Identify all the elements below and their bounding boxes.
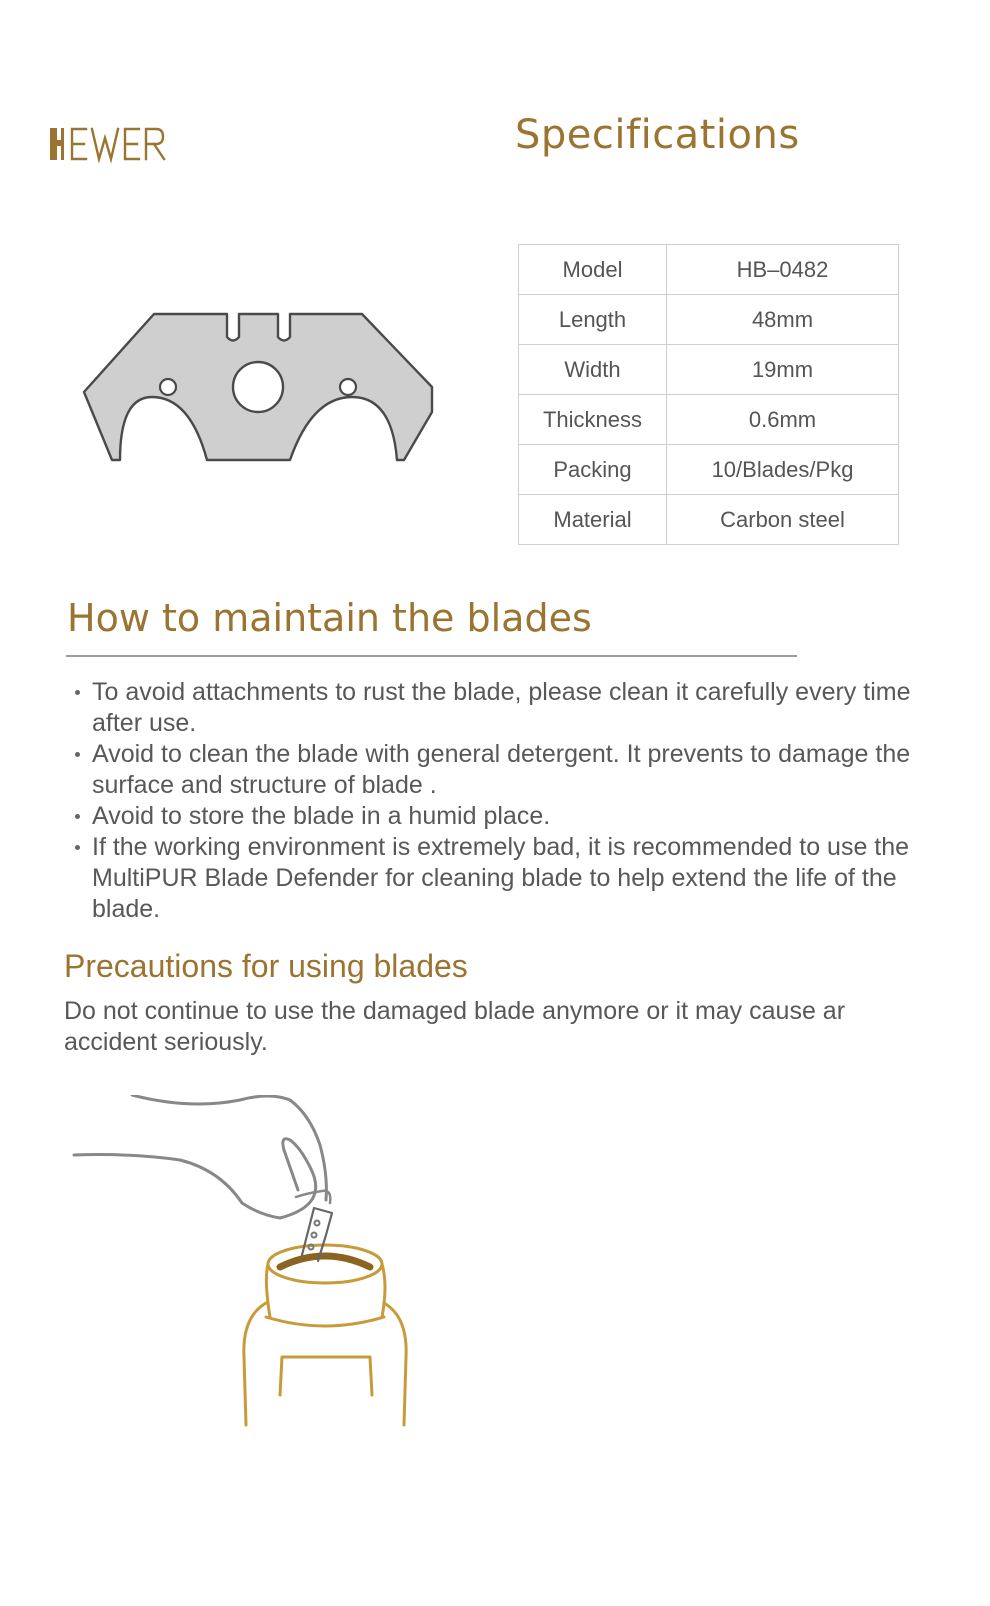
spec-label: Thickness xyxy=(519,395,667,445)
spec-row-model xyxy=(519,245,899,295)
spec-value: 19mm xyxy=(667,345,899,395)
spec-label: Model xyxy=(519,245,667,295)
list-item: To avoid attachments to rust the blade, please clean it carefully every time after use. xyxy=(73,677,933,739)
precautions-title: Precautions for using blades xyxy=(64,948,468,984)
list-item: Avoid to store the blade in a humid place. xyxy=(73,801,933,832)
spec-label: Material xyxy=(519,495,667,545)
spec-value: 0.6mm xyxy=(667,395,899,445)
spec-row-length xyxy=(519,295,899,345)
spec-value: 48mm xyxy=(667,295,899,345)
hewer-logo xyxy=(50,122,190,166)
spec-label: Length xyxy=(519,295,667,345)
maintenance-title: How to maintain the blades xyxy=(67,596,592,640)
spec-row-packing xyxy=(519,445,899,495)
specifications-table xyxy=(518,244,899,545)
section-divider xyxy=(66,655,797,657)
spec-row-material xyxy=(519,495,899,545)
spec-label: Width xyxy=(519,345,667,395)
spec-value: Carbon steel xyxy=(667,495,899,545)
spec-row-thickness xyxy=(519,395,899,445)
list-item: If the working environment is extremely bad, it is recommended to use the MultiPUR Blade Defender for cleaning blade to help extend the life of the blade. xyxy=(73,832,933,925)
spec-label: Packing xyxy=(519,445,667,495)
hook-blade-illustration xyxy=(82,312,444,472)
list-item: Avoid to clean the blade with general detergent. It prevents to damage the surface and structure of blade . xyxy=(73,739,933,801)
precautions-text: Do not continue to use the damaged blade anymore or it may cause ar accident seriously. xyxy=(64,997,846,1056)
maintenance-list xyxy=(73,677,933,925)
spec-value: HB–0482 xyxy=(667,245,899,295)
spec-row-width xyxy=(519,345,899,395)
specifications-title: Specifications xyxy=(515,112,800,158)
spec-value: 10/Blades/Pkg xyxy=(667,445,899,495)
hand-dipping-blade-illustration xyxy=(70,1095,430,1430)
